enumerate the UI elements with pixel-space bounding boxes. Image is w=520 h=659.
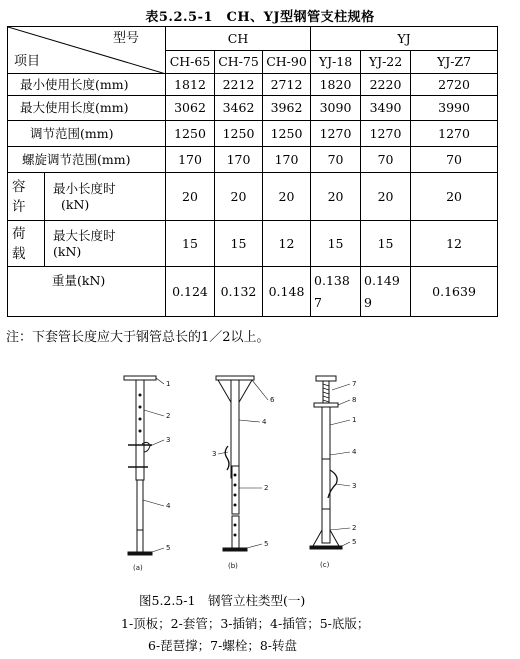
- table-cell: 3962: [263, 96, 311, 121]
- table-cell: 1820: [311, 74, 361, 96]
- load-min-row: [8, 173, 498, 221]
- weight-cell: 0.1639: [411, 267, 498, 317]
- row-label: 调节范围(mm): [8, 121, 166, 147]
- weight-label: 重量(kN): [8, 267, 166, 317]
- group-yj: YJ: [311, 27, 498, 51]
- weight-cell-wrapped: [361, 267, 411, 317]
- load-max-row: [8, 221, 498, 267]
- load-max-label-line1: 最大长度时: [53, 227, 116, 243]
- table-cell: 70: [411, 147, 498, 173]
- caption-legend-line2: 6-琵琶撑；7-螺栓；8-转盘: [148, 638, 298, 653]
- prop-b: [216, 376, 268, 551]
- caption-legend-line1: 1-顶板；2-套管；3-插销；4-插管；5-底版；: [121, 616, 370, 631]
- chain: [225, 446, 229, 470]
- spec-table: [7, 26, 498, 317]
- steel-prop-figure: [118, 370, 418, 580]
- callout-label: 3: [166, 436, 171, 444]
- sub-label: (a): [133, 564, 143, 572]
- callout-label: 3: [352, 482, 357, 490]
- table-cell: 1270: [311, 121, 361, 147]
- top-plate: [216, 376, 254, 380]
- table-cell: 1250: [166, 121, 215, 147]
- inner-tube: [322, 509, 330, 543]
- load-max-label: [45, 221, 166, 267]
- row-label: 螺旋调节范围(mm): [8, 147, 166, 173]
- inner-tube: [232, 466, 239, 514]
- table-cell: 20: [311, 173, 361, 221]
- row-label: 最大使用长度(mm): [8, 96, 166, 121]
- outer-tube: [322, 407, 330, 459]
- diagonal-header-cell: [8, 27, 166, 74]
- load-min-label: [45, 173, 166, 221]
- model-cell: YJ-22: [361, 51, 411, 74]
- group-ch: CH: [166, 27, 311, 51]
- table-cell: 20: [361, 173, 411, 221]
- sub-label: (c): [320, 561, 330, 569]
- callout-label: 5: [352, 538, 357, 546]
- table-cell: 20: [263, 173, 311, 221]
- table-cell: 170: [263, 147, 311, 173]
- table-title: 表5.2.5-1 CH、YJ型钢管支柱规格: [145, 10, 375, 25]
- load-side-label-top: [8, 173, 45, 221]
- callout-label: 7: [352, 380, 357, 388]
- table-cell: 3462: [215, 96, 263, 121]
- table-cell: 20: [411, 173, 498, 221]
- callout-label: 4: [166, 502, 171, 510]
- sub-label: (b): [228, 562, 238, 570]
- callout-label: 5: [264, 540, 269, 548]
- weight-cell-line1: 0.138: [314, 272, 350, 288]
- weight-cell: 0.148: [263, 267, 311, 317]
- table-cell: 70: [311, 147, 361, 173]
- table-cell: 20: [215, 173, 263, 221]
- table-row: [8, 121, 498, 147]
- base-plate: [223, 548, 247, 551]
- weight-cell: 0.124: [166, 267, 215, 317]
- callout-label: 1: [166, 380, 171, 388]
- table-cell: 70: [361, 147, 411, 173]
- load-side-char: 载: [12, 245, 26, 262]
- table-cell: 170: [166, 147, 215, 173]
- table-cell: 3062: [166, 96, 215, 121]
- table-cell: 2212: [215, 74, 263, 96]
- callout-label: 3: [212, 450, 217, 458]
- model-cell: CH-65: [166, 51, 215, 74]
- top-plate: [124, 376, 156, 380]
- table-cell: 3090: [311, 96, 361, 121]
- callout-label: 8: [352, 396, 357, 404]
- prop-a: [124, 376, 164, 555]
- load-side-char: 荷: [12, 225, 26, 242]
- callout-label: 2: [166, 412, 171, 420]
- callout-label: 6: [270, 396, 275, 404]
- table-cell: 1250: [215, 121, 263, 147]
- weight-cell-line1: 0.149: [364, 272, 400, 288]
- inner-tube: [137, 480, 143, 532]
- table-cell: 3490: [361, 96, 411, 121]
- weight-cell-line2: 9: [364, 294, 372, 310]
- model-cell: CH-75: [215, 51, 263, 74]
- table-row: [8, 96, 498, 121]
- table-row: [8, 147, 498, 173]
- model-cell: YJ-Z7: [411, 51, 498, 74]
- table-cell: 20: [166, 173, 215, 221]
- outer-tube: [231, 380, 239, 478]
- load-max-label-line2: (kN): [53, 243, 82, 259]
- group-header-row: [8, 27, 498, 51]
- load-min-label-line2: (kN): [61, 196, 90, 212]
- load-side-label-bottom: [8, 221, 45, 267]
- weight-cell-line2: 7: [314, 294, 322, 310]
- table-cell: 15: [166, 221, 215, 267]
- caption-title: 图5.2.5-1 钢管立柱类型(一): [139, 593, 306, 608]
- callout-label: 2: [352, 524, 357, 532]
- callout-label: 4: [262, 418, 267, 426]
- weight-cell: 0.132: [215, 267, 263, 317]
- table-cell: 2220: [361, 74, 411, 96]
- row-label: 最小使用长度(mm): [8, 74, 166, 96]
- load-side-char: 许: [12, 198, 26, 215]
- table-cell: 1270: [411, 121, 498, 147]
- load-side-char: 容: [12, 178, 26, 195]
- table-cell: 15: [361, 221, 411, 267]
- table-row: [8, 74, 498, 96]
- callout-label: 1: [352, 416, 357, 424]
- table-cell: 1812: [166, 74, 215, 96]
- header-item: 项目: [14, 54, 41, 69]
- top-plate: [316, 376, 336, 381]
- table-cell: 3990: [411, 96, 498, 121]
- table-cell: 15: [215, 221, 263, 267]
- table-cell: 1270: [361, 121, 411, 147]
- table-cell: 170: [215, 147, 263, 173]
- callout-label: 4: [352, 448, 357, 456]
- model-cell: CH-90: [263, 51, 311, 74]
- load-min-label-line1: 最小长度时: [53, 180, 116, 196]
- turntable: [314, 403, 338, 407]
- callout-label: 5: [166, 544, 171, 552]
- table-cell: 2712: [263, 74, 311, 96]
- table-note: 注：下套管长度应大于钢管总长的1／2以上。: [6, 330, 270, 345]
- prop-c: [310, 376, 350, 549]
- table-cell: 12: [411, 221, 498, 267]
- callout-label: 2: [264, 484, 269, 492]
- weight-cell-wrapped: [311, 267, 361, 317]
- table-cell: 15: [311, 221, 361, 267]
- base-plate: [128, 552, 152, 555]
- model-cell: YJ-18: [311, 51, 361, 74]
- table-cell: 1250: [263, 121, 311, 147]
- weight-row: [8, 267, 498, 317]
- base-plate: [310, 546, 342, 549]
- header-model: 型号: [112, 31, 139, 46]
- table-cell: 12: [263, 221, 311, 267]
- table-cell: 2720: [411, 74, 498, 96]
